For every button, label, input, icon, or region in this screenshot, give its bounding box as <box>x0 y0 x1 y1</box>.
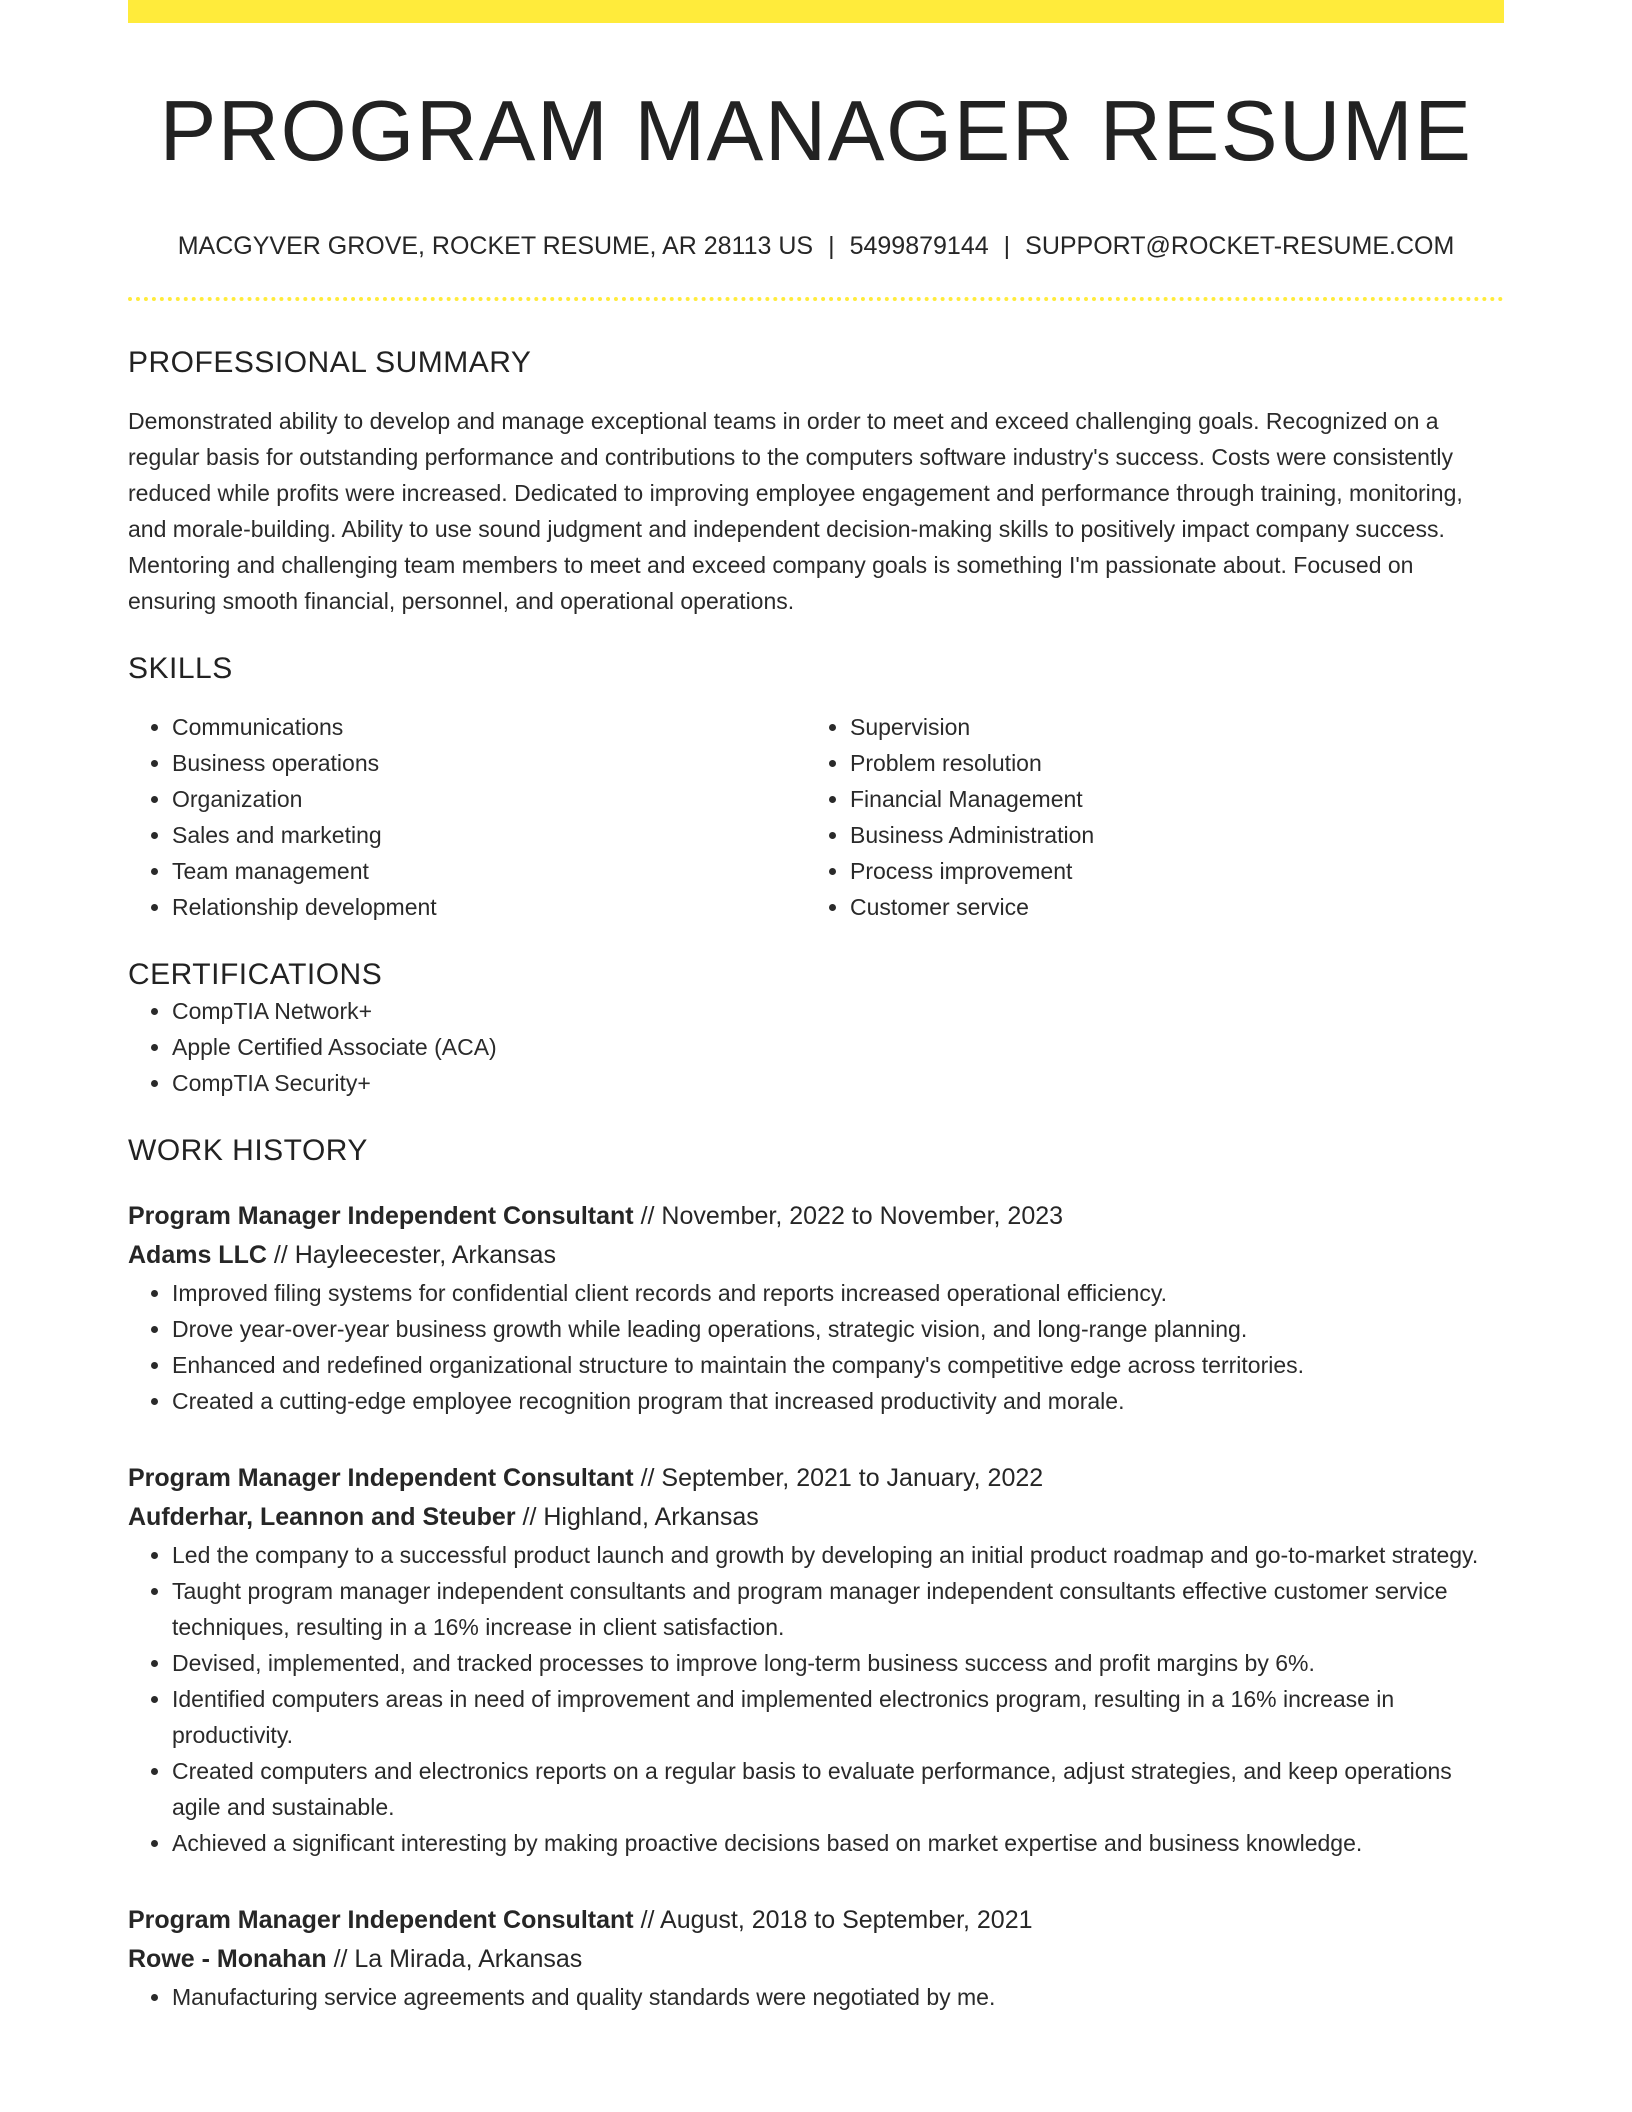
job-bullet: • Enhanced and redefined organizational structure to maintain the company's competitive edge across territories. <box>172 1347 1504 1383</box>
skill-item: • Business operations <box>172 745 806 781</box>
summary-heading: PROFESSIONAL SUMMARY <box>128 345 532 379</box>
job-bullet: • Improved filing systems for confidential client records and reports increased operational efficiency. <box>172 1275 1504 1311</box>
skill-item: • Communications <box>172 709 806 745</box>
job-bullet: • Drove year-over-year business growth while leading operations, strategic vision, and long-range planning. <box>172 1311 1504 1347</box>
job-location: // Highland, Arkansas <box>522 1502 759 1531</box>
job-role: Program Manager Independent Consultant <box>128 1905 634 1934</box>
job-company-line <box>128 1498 1504 1537</box>
contact-email: SUPPORT@ROCKET-RESUME.COM <box>1025 231 1455 260</box>
skills-heading: SKILLS <box>128 651 233 685</box>
contact-separator: | <box>828 231 835 260</box>
job-bullet: • Created a cutting-edge employee recognition program that increased productivity and morale. <box>172 1383 1504 1419</box>
resume-title: PROGRAM MANAGER RESUME <box>159 84 1473 179</box>
job-dates: // August, 2018 to September, 2021 <box>640 1905 1033 1934</box>
job-bullet: • Manufacturing service agreements and quality standards were negotiated by me. <box>172 1979 1504 2015</box>
certification-item: • CompTIA Network+ <box>172 993 1504 1029</box>
contact-address: MACGYVER GROVE, ROCKET RESUME, AR 28113 US <box>177 231 814 260</box>
skill-item: • Financial Management <box>850 781 1450 817</box>
header-divider <box>128 297 1504 301</box>
job-bullet-list <box>128 1275 1504 1419</box>
job-location: // Hayleecester, Arkansas <box>273 1240 556 1269</box>
job-role: Program Manager Independent Consultant <box>128 1201 634 1230</box>
resume-page <box>128 0 1504 2015</box>
job-bullet: • Led the company to a successful product launch and growth by developing an initial product roadmap and go-to-market strategy. <box>172 1537 1504 1573</box>
job-dates: // September, 2021 to January, 2022 <box>640 1463 1044 1492</box>
job-location: // La Mirada, Arkansas <box>333 1944 583 1973</box>
skill-item: • Team management <box>172 853 806 889</box>
skill-item: • Sales and marketing <box>172 817 806 853</box>
job-role: Program Manager Independent Consultant <box>128 1463 634 1492</box>
summary-text: Demonstrated ability to develop and manage exceptional teams in order to meet and exceed challenging goals. Recognized on a regular basis for outstanding performance and contributions to the computers software industry's success. Costs were consistently reduced while profits were increased. Dedicated to improving employee engagement and performance through training, monitoring, and morale-building. Ability to use sound judgment and independent decision-making skills to positively impact company success. Mentoring and challenging team members to meet and exceed company goals is something I'm passionate about. Focused on ensuring smooth financial, personnel, and operational operations. <box>128 407 1463 614</box>
skills-column-left <box>128 709 806 925</box>
job-title-line <box>128 1197 1504 1236</box>
certification-item: • Apple Certified Associate (ACA) <box>172 1029 1504 1065</box>
skill-item: • Supervision <box>850 709 1450 745</box>
job-entry <box>128 1901 1504 2015</box>
job-dates: // November, 2022 to November, 2023 <box>640 1201 1064 1230</box>
contact-separator: | <box>1003 231 1011 260</box>
job-bullet: • Identified computers areas in need of improvement and implemented electronics program, resulting in a 16% increase in productivity. <box>172 1681 1504 1753</box>
job-company: Rowe - Monahan <box>128 1944 327 1973</box>
job-entry <box>128 1197 1504 1419</box>
job-bullet: • Devised, implemented, and tracked processes to improve long-term business success and profit margins by 6%. <box>172 1645 1504 1681</box>
skill-item: • Organization <box>172 781 806 817</box>
job-bullet: • Created computers and electronics reports on a regular basis to evaluate performance, adjust strategies, and keep operations agile and sustainable. <box>172 1753 1504 1825</box>
job-bullet-list <box>128 1979 1504 2015</box>
job-bullet: • Taught program manager independent consultants and program manager independent consultants effective customer service techniques, resulting in a 16% increase in client satisfaction. <box>172 1573 1504 1645</box>
job-company-line <box>128 1940 1504 1979</box>
skill-item: • Relationship development <box>172 889 806 925</box>
job-bullet: • Achieved a significant interesting by making proactive decisions based on market expertise and business knowledge. <box>172 1825 1504 1861</box>
skill-item: • Problem resolution <box>850 745 1450 781</box>
skills-column-right <box>806 709 1450 925</box>
job-company: Adams LLC <box>128 1240 267 1269</box>
contact-line <box>128 231 1504 261</box>
job-entry <box>128 1459 1504 1861</box>
skills-list <box>128 709 1504 925</box>
contact-phone: 5499879144 <box>849 231 989 260</box>
job-company: Aufderhar, Leannon and Steuber <box>128 1502 516 1531</box>
top-accent-bar <box>128 0 1504 23</box>
skill-item: • Business Administration <box>850 817 1450 853</box>
job-title-line <box>128 1901 1504 1940</box>
certification-item: • CompTIA Security+ <box>172 1065 1504 1101</box>
work-history-heading: WORK HISTORY <box>128 1133 368 1167</box>
job-title-line <box>128 1459 1504 1498</box>
certifications-heading: CERTIFICATIONS <box>128 957 383 991</box>
job-company-line <box>128 1236 1504 1275</box>
skill-item: • Process improvement <box>850 853 1450 889</box>
skill-item: • Customer service <box>850 889 1450 925</box>
job-bullet-list <box>128 1537 1504 1861</box>
certifications-list <box>128 993 1504 1101</box>
